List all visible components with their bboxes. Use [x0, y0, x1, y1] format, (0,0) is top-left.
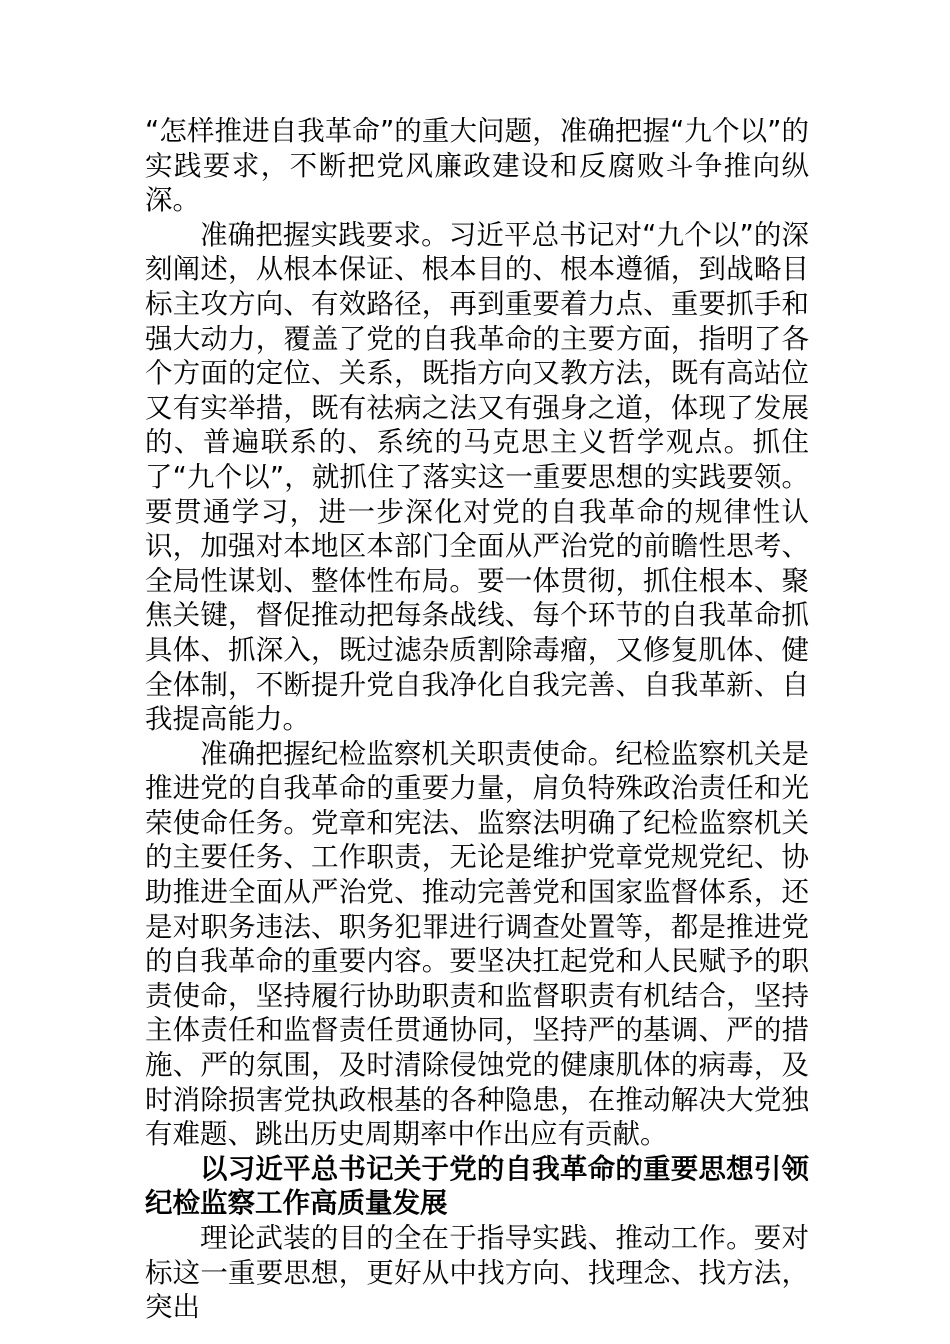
paragraph-theory-armament: 理论武装的目的全在于指导实践、推动工作。要对标这一重要思想，更好从中找方向、找理念、找方法，突出 [145, 1222, 809, 1324]
document-page [145, 114, 809, 1325]
section-heading: 以习近平总书记关于党的自我革命的重要思想引领纪检监察工作高质量发展 [145, 1152, 809, 1220]
paragraph-practice-requirements: 准确把握实践要求。习近平总书记对“九个以”的深刻阐述，从根本保证、根本目的、根本遵循，到战略目标主攻方向、有效路径，再到重要着力点、重要抓手和强大动力，覆盖了党的自我革命的主要方面，指明了各个方面的定位、关系，既指方向又教方法，既有高站位又有实举措，既有祛病之法又有强身之道，体现了发展的、普遍联系的、系统的马克思主义哲学观点。抓住了“九个以”，就抓住了落实这一重要思想的实践要领。要贯通学习，进一步深化对党的自我革命的规律性认识，加强对本地区本部门全面从严治党的前瞻性思考、全局性谋划、整体性布局。要一体贯彻，抓住根本、聚焦关键，督促推动把每条战线、每个环节的自我革命抓具体、抓深入，既过滤杂质割除毒瘤，又修复肌体、健全体制，不断提升党自我净化自我完善、自我革新、自我提高能力。 [145, 218, 809, 736]
paragraph-continuation: “怎样推进自我革命”的重大问题，准确把握“九个以”的实践要求，不断把党风廉政建设和反腐败斗争推向纵深。 [145, 115, 809, 217]
paragraph-duty-mission: 准确把握纪检监察机关职责使命。纪检监察机关是推进党的自我革命的重要力量，肩负特殊政治责任和光荣使命任务。党章和宪法、监察法明确了纪检监察机关的主要任务、工作职责，无论是维护党章党规党纪、协助推进全面从严治党、推动完善党和国家监督体系，还是对职务违法、职务犯罪进行调查处置等，都是推进党的自我革命的重要内容。要坚决扛起党和人民赋予的职责使命，坚持履行协助职责和监督职责有机结合，坚持主体责任和监督责任贯通协同，坚持严的基调、严的措施、严的氛围，及时清除侵蚀党的健康肌体的病毒，及时消除损害党执政根基的各种隐患，在推动解决大党独有难题、跳出历史周期率中作出应有贡献。 [145, 737, 809, 1151]
